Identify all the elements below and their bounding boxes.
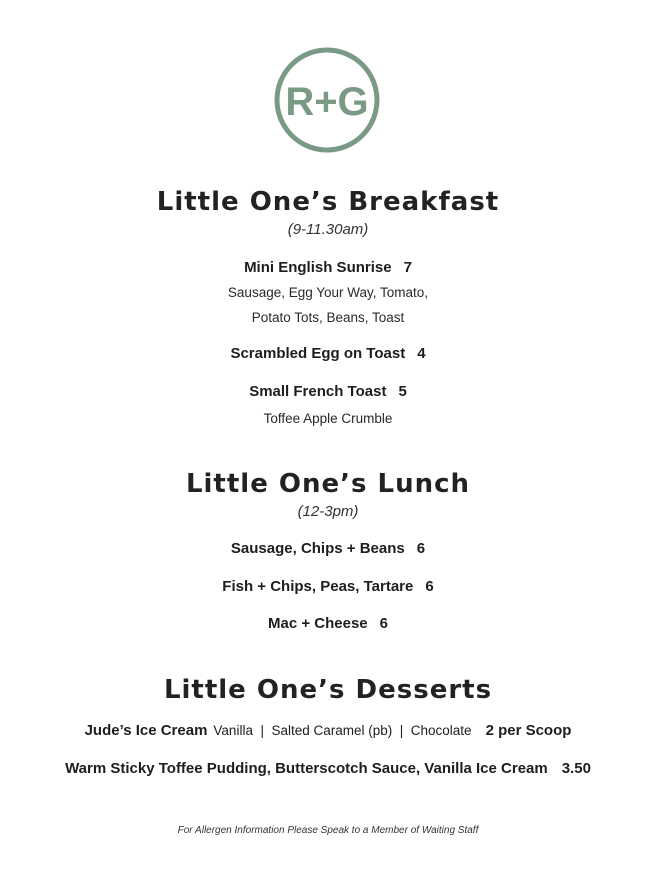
- menu-item-sausage-chips-beans: [0, 539, 656, 559]
- item-name: Jude’s Ice Cream: [84, 722, 208, 739]
- item-name: Small French Toast: [249, 383, 387, 400]
- lunch-hours: (12-3pm): [297, 503, 359, 520]
- item-name: Scrambled Egg on Toast: [230, 345, 406, 362]
- logo-circle-icon: [272, 45, 382, 155]
- menu-item-small-french-toast: [0, 382, 656, 402]
- item-price: 4: [417, 345, 426, 362]
- item-name: Sausage, Chips + Beans: [230, 540, 405, 557]
- item-name: Fish + Chips, Peas, Tartare: [222, 578, 414, 595]
- item-price: 6: [379, 615, 388, 632]
- lunch-title: Little One’s Lunch: [185, 469, 471, 499]
- allergen-footer-note: For Allergen Information Please Speak to a Member of Waiting Staff: [177, 825, 479, 836]
- item-price: 6: [416, 540, 426, 557]
- menu-item-fish-chips: [0, 577, 656, 597]
- item-price: 7: [403, 259, 412, 276]
- menu-item-mac-cheese: [0, 614, 656, 634]
- breakfast-hours: (9-11.30am): [287, 221, 369, 238]
- item-price: 2 per Scoop: [485, 722, 572, 739]
- item-name: Mac + Cheese: [268, 615, 368, 632]
- item-price: 3.50: [561, 760, 591, 777]
- item-description-line: Potato Tots, Beans, Toast: [251, 310, 405, 325]
- ice-cream-flavours: Vanilla | Salted Caramel (pb) | Chocolate: [213, 723, 472, 738]
- menu-item-ice-cream: [0, 721, 656, 741]
- item-name: Mini English Sunrise: [244, 259, 392, 276]
- item-description-line: Sausage, Egg Your Way, Tomato,: [227, 285, 429, 300]
- item-name: Warm Sticky Toffee Pudding, Butterscotch Sauce, Vanilla Ice Cream: [65, 760, 548, 777]
- menu-item-mini-english-sunrise: [0, 258, 656, 278]
- item-price: 6: [425, 578, 434, 595]
- item-description-line: Toffee Apple Crumble: [263, 411, 393, 426]
- logo-text: R+G: [285, 80, 369, 124]
- desserts-title: Little One’s Desserts: [163, 675, 493, 705]
- restaurant-logo: [272, 45, 382, 155]
- menu-item-sticky-toffee-pudding: [0, 759, 656, 779]
- menu-item-scrambled-egg: [0, 344, 656, 364]
- item-price: 5: [398, 383, 407, 400]
- breakfast-title: Little One’s Breakfast: [156, 187, 500, 217]
